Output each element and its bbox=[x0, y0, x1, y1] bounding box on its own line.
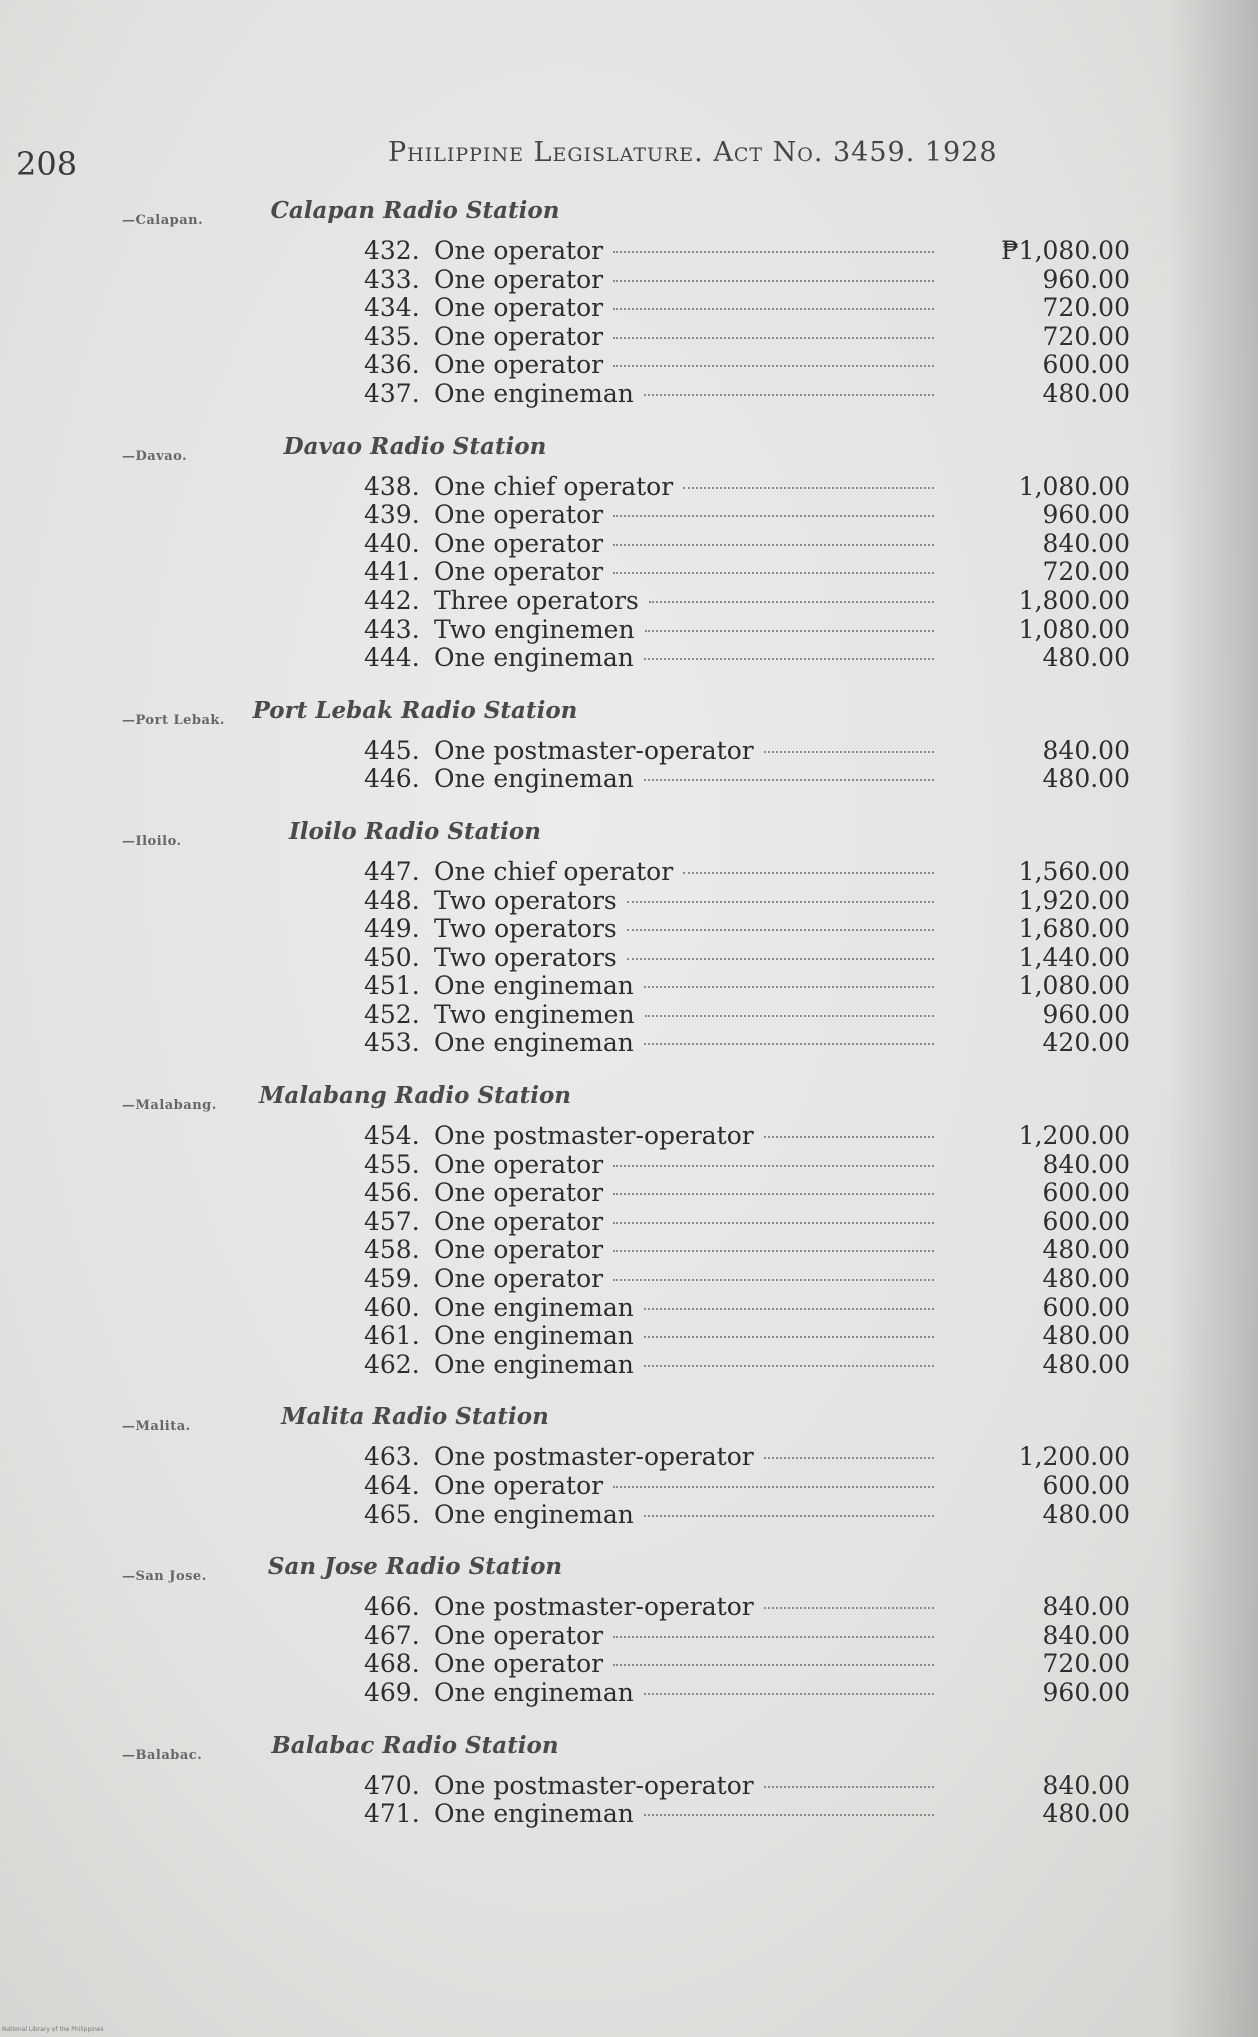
item-description: Two operators bbox=[434, 886, 617, 915]
item-amount: 600.00 bbox=[1042, 1206, 1130, 1236]
item-amount: 1,080.00 bbox=[1018, 971, 1130, 1001]
dot-leader bbox=[645, 1015, 934, 1017]
item-description: One operator bbox=[434, 322, 604, 351]
item-description: One operator bbox=[434, 237, 604, 265]
section-gap bbox=[0, 409, 1258, 421]
dot-leader bbox=[613, 1193, 934, 1195]
item-description-cell bbox=[434, 473, 934, 502]
item-description-cell bbox=[434, 1322, 934, 1351]
dot-leader bbox=[627, 929, 934, 931]
line-item bbox=[0, 1443, 1258, 1472]
item-amount: 600.00 bbox=[1042, 1471, 1130, 1500]
line-item bbox=[0, 501, 1258, 530]
item-amount: 480.00 bbox=[1042, 1264, 1130, 1294]
line-item bbox=[0, 1208, 1258, 1237]
item-number: 460. bbox=[364, 1292, 420, 1322]
item-amount: 1,200.00 bbox=[1018, 1121, 1130, 1151]
station-section bbox=[0, 1720, 1258, 1841]
dot-leader bbox=[764, 751, 934, 753]
item-number: 437. bbox=[364, 378, 420, 408]
item-number: 444. bbox=[364, 643, 420, 673]
dot-leader bbox=[613, 1279, 934, 1281]
item-description: One engineman bbox=[434, 1800, 634, 1829]
line-item bbox=[0, 1650, 1258, 1679]
margin-note: —Iloilo. bbox=[122, 833, 182, 849]
item-description: One operator bbox=[434, 351, 604, 380]
dot-leader bbox=[644, 1814, 934, 1816]
item-description-cell bbox=[434, 737, 934, 766]
item-description-cell bbox=[434, 351, 934, 380]
dot-leader bbox=[683, 872, 934, 874]
item-amount: ₱1,080.00 bbox=[1001, 236, 1130, 265]
dot-leader bbox=[644, 779, 934, 781]
line-item bbox=[0, 972, 1258, 1001]
item-description-cell bbox=[434, 1208, 934, 1237]
item-description: One operator bbox=[434, 1179, 604, 1208]
item-amount: 840.00 bbox=[1042, 1770, 1130, 1800]
item-amount: 840.00 bbox=[1042, 1149, 1130, 1179]
dot-leader bbox=[644, 1693, 934, 1695]
margin-note: —Calapan. bbox=[122, 213, 204, 228]
dot-leader bbox=[613, 337, 934, 339]
item-amount: 720.00 bbox=[1042, 293, 1130, 323]
dot-leader bbox=[613, 365, 934, 367]
dot-leader bbox=[644, 1308, 934, 1310]
item-number: 445. bbox=[364, 735, 420, 765]
item-amount: 1,920.00 bbox=[1018, 885, 1130, 915]
section-gap bbox=[0, 1829, 1258, 1841]
scan-credit: National Library of the Philippines bbox=[2, 2026, 104, 2033]
item-description: One postmaster-operator bbox=[434, 1122, 754, 1151]
item-description: One operator bbox=[434, 558, 604, 587]
item-description: One operator bbox=[434, 1621, 604, 1650]
line-item bbox=[0, 1351, 1258, 1380]
item-number: 435. bbox=[364, 321, 420, 351]
item-description: One postmaster-operator bbox=[434, 1443, 754, 1472]
item-number: 461. bbox=[364, 1321, 420, 1351]
item-description: One operator bbox=[434, 1236, 604, 1265]
station-title: Malita Radio Station bbox=[281, 1403, 549, 1431]
dot-leader bbox=[644, 1365, 934, 1367]
item-amount: 480.00 bbox=[1042, 1499, 1130, 1529]
item-number: 466. bbox=[364, 1592, 420, 1622]
section-gap bbox=[0, 1379, 1258, 1391]
dot-leader bbox=[627, 901, 934, 903]
item-description-cell bbox=[434, 1443, 934, 1472]
item-description: One postmaster-operator bbox=[434, 1771, 754, 1800]
station-section bbox=[0, 185, 1258, 421]
item-number: 436. bbox=[364, 350, 420, 380]
item-number: 465. bbox=[364, 1499, 420, 1529]
item-description-cell bbox=[434, 915, 934, 944]
item-amount: 960.00 bbox=[1042, 500, 1130, 530]
item-description-cell bbox=[434, 644, 934, 673]
dot-leader bbox=[613, 572, 934, 574]
item-description: Two operators bbox=[434, 943, 617, 972]
station-title: Iloilo Radio Station bbox=[289, 817, 541, 845]
item-number: 469. bbox=[364, 1677, 420, 1707]
line-item bbox=[0, 1622, 1258, 1651]
dot-leader bbox=[644, 1043, 934, 1045]
item-description: One engineman bbox=[434, 1322, 634, 1351]
line-item bbox=[0, 294, 1258, 323]
running-head: Philippine Legislature. Act No. 3459. 1928 bbox=[388, 137, 998, 168]
line-item bbox=[0, 915, 1258, 944]
section-gap bbox=[0, 1708, 1258, 1720]
item-description-cell bbox=[434, 1472, 934, 1501]
margin-note: —Balabac. bbox=[122, 1747, 203, 1763]
item-description-cell bbox=[434, 1351, 934, 1380]
item-description-cell bbox=[434, 858, 934, 887]
station-section bbox=[0, 685, 1258, 806]
item-description: One engineman bbox=[434, 765, 634, 794]
line-item bbox=[0, 1179, 1258, 1208]
dot-leader bbox=[683, 487, 934, 489]
margin-note: —Davao. bbox=[122, 448, 188, 464]
dot-leader bbox=[613, 1165, 934, 1167]
dot-leader bbox=[613, 1636, 934, 1638]
item-number: 438. bbox=[364, 471, 420, 501]
item-number: 467. bbox=[364, 1620, 420, 1650]
page-number: 208 bbox=[16, 145, 78, 183]
item-number: 433. bbox=[364, 264, 420, 294]
item-description-cell bbox=[434, 587, 934, 616]
item-number: 455. bbox=[364, 1149, 420, 1179]
line-item bbox=[0, 587, 1258, 616]
line-item bbox=[0, 1151, 1258, 1180]
dot-leader bbox=[627, 958, 934, 960]
item-amount: 600.00 bbox=[1042, 1292, 1130, 1322]
line-item bbox=[0, 266, 1258, 295]
dot-leader bbox=[613, 1486, 934, 1488]
item-number: 451. bbox=[364, 971, 420, 1001]
item-description-cell bbox=[434, 1122, 934, 1151]
dot-leader bbox=[764, 1786, 934, 1788]
item-number: 458. bbox=[364, 1235, 420, 1265]
item-number: 434. bbox=[364, 293, 420, 323]
item-description: One operator bbox=[434, 529, 604, 558]
station-title: San Jose Radio Station bbox=[267, 1553, 563, 1581]
item-number: 441. bbox=[364, 557, 420, 587]
item-description: One operator bbox=[434, 1265, 604, 1294]
item-amount: 1,440.00 bbox=[1018, 942, 1130, 972]
item-description-cell bbox=[434, 972, 934, 1001]
dot-leader bbox=[764, 1457, 934, 1459]
item-number: 462. bbox=[364, 1349, 420, 1379]
margin-note: —Malita. bbox=[122, 1419, 191, 1435]
item-description-cell bbox=[434, 887, 934, 916]
item-number: 464. bbox=[364, 1471, 420, 1500]
item-amount: 720.00 bbox=[1042, 321, 1130, 351]
item-description: One postmaster-operator bbox=[434, 1593, 754, 1622]
item-amount: 480.00 bbox=[1042, 1321, 1130, 1351]
dot-leader bbox=[613, 515, 934, 517]
item-number: 457. bbox=[364, 1206, 420, 1236]
item-amount: 480.00 bbox=[1042, 764, 1130, 794]
line-item bbox=[0, 1322, 1258, 1351]
item-description: One engineman bbox=[434, 972, 634, 1001]
line-item bbox=[0, 1800, 1258, 1829]
item-amount: 1,200.00 bbox=[1018, 1442, 1130, 1472]
item-description-cell bbox=[434, 380, 934, 409]
item-number: 471. bbox=[364, 1799, 420, 1829]
item-number: 439. bbox=[364, 500, 420, 530]
item-description-cell bbox=[434, 1029, 934, 1058]
line-item bbox=[0, 1122, 1258, 1151]
line-item bbox=[0, 558, 1258, 587]
appropriation-list bbox=[0, 185, 1258, 1841]
item-description-cell bbox=[434, 1622, 934, 1651]
item-number: 447. bbox=[364, 856, 420, 886]
item-amount: 840.00 bbox=[1042, 528, 1130, 558]
item-number: 468. bbox=[364, 1649, 420, 1679]
station-section bbox=[0, 1391, 1258, 1541]
item-description: One operator bbox=[434, 1472, 604, 1500]
item-description-cell bbox=[434, 944, 934, 973]
item-description: Two enginemen bbox=[434, 615, 635, 644]
item-description: One operator bbox=[434, 1207, 604, 1236]
item-description: One operator bbox=[434, 1650, 604, 1679]
item-description: One engineman bbox=[434, 1350, 634, 1379]
station-title: Davao Radio Station bbox=[283, 432, 547, 460]
item-description-cell bbox=[434, 1236, 934, 1265]
dot-leader bbox=[764, 1607, 934, 1609]
margin-note: —San Jose. bbox=[122, 1569, 207, 1585]
item-description: One engineman bbox=[434, 1293, 634, 1322]
item-description-cell bbox=[434, 1501, 934, 1530]
section-gap bbox=[0, 794, 1258, 806]
item-description: One operator bbox=[434, 501, 604, 530]
item-description-cell bbox=[434, 1001, 934, 1030]
item-description-cell bbox=[434, 765, 934, 794]
item-number: 432. bbox=[364, 236, 420, 265]
item-number: 449. bbox=[364, 914, 420, 944]
margin-note: —Port Lebak. bbox=[122, 712, 225, 728]
item-amount: 720.00 bbox=[1042, 1649, 1130, 1679]
item-amount: 1,560.00 bbox=[1018, 856, 1130, 886]
item-description: One postmaster-operator bbox=[434, 736, 754, 765]
station-section bbox=[0, 421, 1258, 685]
item-amount: 420.00 bbox=[1042, 1028, 1130, 1058]
item-amount: 1,680.00 bbox=[1018, 914, 1130, 944]
item-description: One operator bbox=[434, 265, 604, 294]
item-number: 452. bbox=[364, 999, 420, 1029]
line-item bbox=[0, 1772, 1258, 1801]
line-item bbox=[0, 351, 1258, 380]
item-description-cell bbox=[434, 530, 934, 559]
line-item bbox=[0, 1294, 1258, 1323]
station-title: Malabang Radio Station bbox=[258, 1082, 572, 1110]
item-description: One engineman bbox=[434, 1029, 634, 1058]
item-amount: 480.00 bbox=[1042, 378, 1130, 408]
section-gap bbox=[0, 673, 1258, 685]
item-description: Two enginemen bbox=[434, 1000, 635, 1029]
dot-leader bbox=[644, 658, 934, 660]
item-description: One engineman bbox=[434, 1500, 634, 1529]
item-amount: 960.00 bbox=[1042, 1677, 1130, 1707]
dot-leader bbox=[613, 1250, 934, 1252]
line-item bbox=[0, 323, 1258, 352]
item-number: 443. bbox=[364, 614, 420, 644]
item-description-cell bbox=[434, 1679, 934, 1708]
item-description-cell bbox=[434, 1179, 934, 1208]
line-item bbox=[0, 1679, 1258, 1708]
item-number: 446. bbox=[364, 764, 420, 794]
item-number: 448. bbox=[364, 885, 420, 915]
dot-leader bbox=[613, 544, 934, 546]
line-item bbox=[0, 887, 1258, 916]
item-description-cell bbox=[434, 1294, 934, 1323]
line-item bbox=[0, 1265, 1258, 1294]
line-item bbox=[0, 616, 1258, 645]
item-amount: 1,800.00 bbox=[1018, 585, 1130, 615]
dot-leader bbox=[644, 1515, 934, 1517]
station-title: Balabac Radio Station bbox=[271, 1731, 559, 1759]
item-number: 470. bbox=[364, 1770, 420, 1800]
line-item bbox=[0, 237, 1258, 266]
item-number: 453. bbox=[364, 1028, 420, 1058]
item-description-cell bbox=[434, 558, 934, 587]
item-description: One operator bbox=[434, 1150, 604, 1179]
item-description-cell bbox=[434, 294, 934, 323]
line-item bbox=[0, 473, 1258, 502]
margin-note: —Malabang. bbox=[122, 1098, 217, 1114]
line-item bbox=[0, 1236, 1258, 1265]
item-description: Two operators bbox=[434, 915, 617, 944]
item-description-cell bbox=[434, 1650, 934, 1679]
item-description-cell bbox=[434, 616, 934, 645]
line-item bbox=[0, 944, 1258, 973]
dot-leader bbox=[764, 1136, 934, 1138]
line-item bbox=[0, 858, 1258, 887]
item-description: One operator bbox=[434, 294, 604, 323]
item-amount: 840.00 bbox=[1042, 1592, 1130, 1622]
line-item bbox=[0, 1501, 1258, 1530]
dot-leader bbox=[613, 1222, 934, 1224]
item-description: One chief operator bbox=[434, 472, 674, 501]
line-item bbox=[0, 737, 1258, 766]
item-amount: 480.00 bbox=[1042, 643, 1130, 673]
item-amount: 1,080.00 bbox=[1018, 471, 1130, 501]
dot-leader bbox=[613, 280, 934, 282]
item-amount: 600.00 bbox=[1042, 350, 1130, 380]
dot-leader bbox=[644, 394, 934, 396]
item-description-cell bbox=[434, 237, 934, 266]
line-item bbox=[0, 1001, 1258, 1030]
item-description: One engineman bbox=[434, 1678, 634, 1707]
dot-leader bbox=[645, 630, 934, 632]
item-description-cell bbox=[434, 1151, 934, 1180]
item-amount: 480.00 bbox=[1042, 1349, 1130, 1379]
item-description-cell bbox=[434, 1800, 934, 1829]
item-amount: 600.00 bbox=[1042, 1178, 1130, 1208]
item-description-cell bbox=[434, 1265, 934, 1294]
station-section bbox=[0, 1541, 1258, 1719]
item-amount: 480.00 bbox=[1042, 1235, 1130, 1265]
item-description-cell bbox=[434, 1593, 934, 1622]
item-description-cell bbox=[434, 501, 934, 530]
item-description-cell bbox=[434, 323, 934, 352]
station-title: Calapan Radio Station bbox=[270, 197, 560, 224]
line-item bbox=[0, 1472, 1258, 1501]
item-description: One chief operator bbox=[434, 857, 674, 886]
item-description: One engineman bbox=[434, 379, 634, 408]
item-number: 454. bbox=[364, 1121, 420, 1151]
station-section bbox=[0, 806, 1258, 1070]
dot-leader bbox=[613, 308, 934, 310]
item-amount: 960.00 bbox=[1042, 264, 1130, 294]
item-description-cell bbox=[434, 1772, 934, 1801]
item-amount: 840.00 bbox=[1042, 735, 1130, 765]
dot-leader bbox=[649, 601, 934, 603]
item-amount: 720.00 bbox=[1042, 557, 1130, 587]
item-amount: 1,080.00 bbox=[1018, 614, 1130, 644]
dot-leader bbox=[644, 1336, 934, 1338]
station-title: Port Lebak Radio Station bbox=[252, 696, 578, 724]
item-description-cell bbox=[434, 266, 934, 295]
item-number: 440. bbox=[364, 528, 420, 558]
line-item bbox=[0, 644, 1258, 673]
item-amount: 840.00 bbox=[1042, 1620, 1130, 1650]
item-number: 459. bbox=[364, 1264, 420, 1294]
line-item bbox=[0, 380, 1258, 409]
item-number: 450. bbox=[364, 942, 420, 972]
line-item bbox=[0, 1593, 1258, 1622]
item-amount: 960.00 bbox=[1042, 999, 1130, 1029]
dot-leader bbox=[613, 251, 934, 253]
item-description: Three operators bbox=[434, 586, 639, 615]
section-gap bbox=[0, 1529, 1258, 1541]
item-number: 456. bbox=[364, 1178, 420, 1208]
item-number: 463. bbox=[364, 1442, 420, 1472]
item-amount: 480.00 bbox=[1042, 1799, 1130, 1829]
item-number: 442. bbox=[364, 585, 420, 615]
station-section bbox=[0, 1070, 1258, 1391]
dot-leader bbox=[613, 1664, 934, 1666]
item-description: One engineman bbox=[434, 644, 634, 673]
line-item bbox=[0, 1029, 1258, 1058]
line-item bbox=[0, 765, 1258, 794]
section-gap bbox=[0, 1058, 1258, 1070]
line-item bbox=[0, 530, 1258, 559]
dot-leader bbox=[644, 986, 934, 988]
